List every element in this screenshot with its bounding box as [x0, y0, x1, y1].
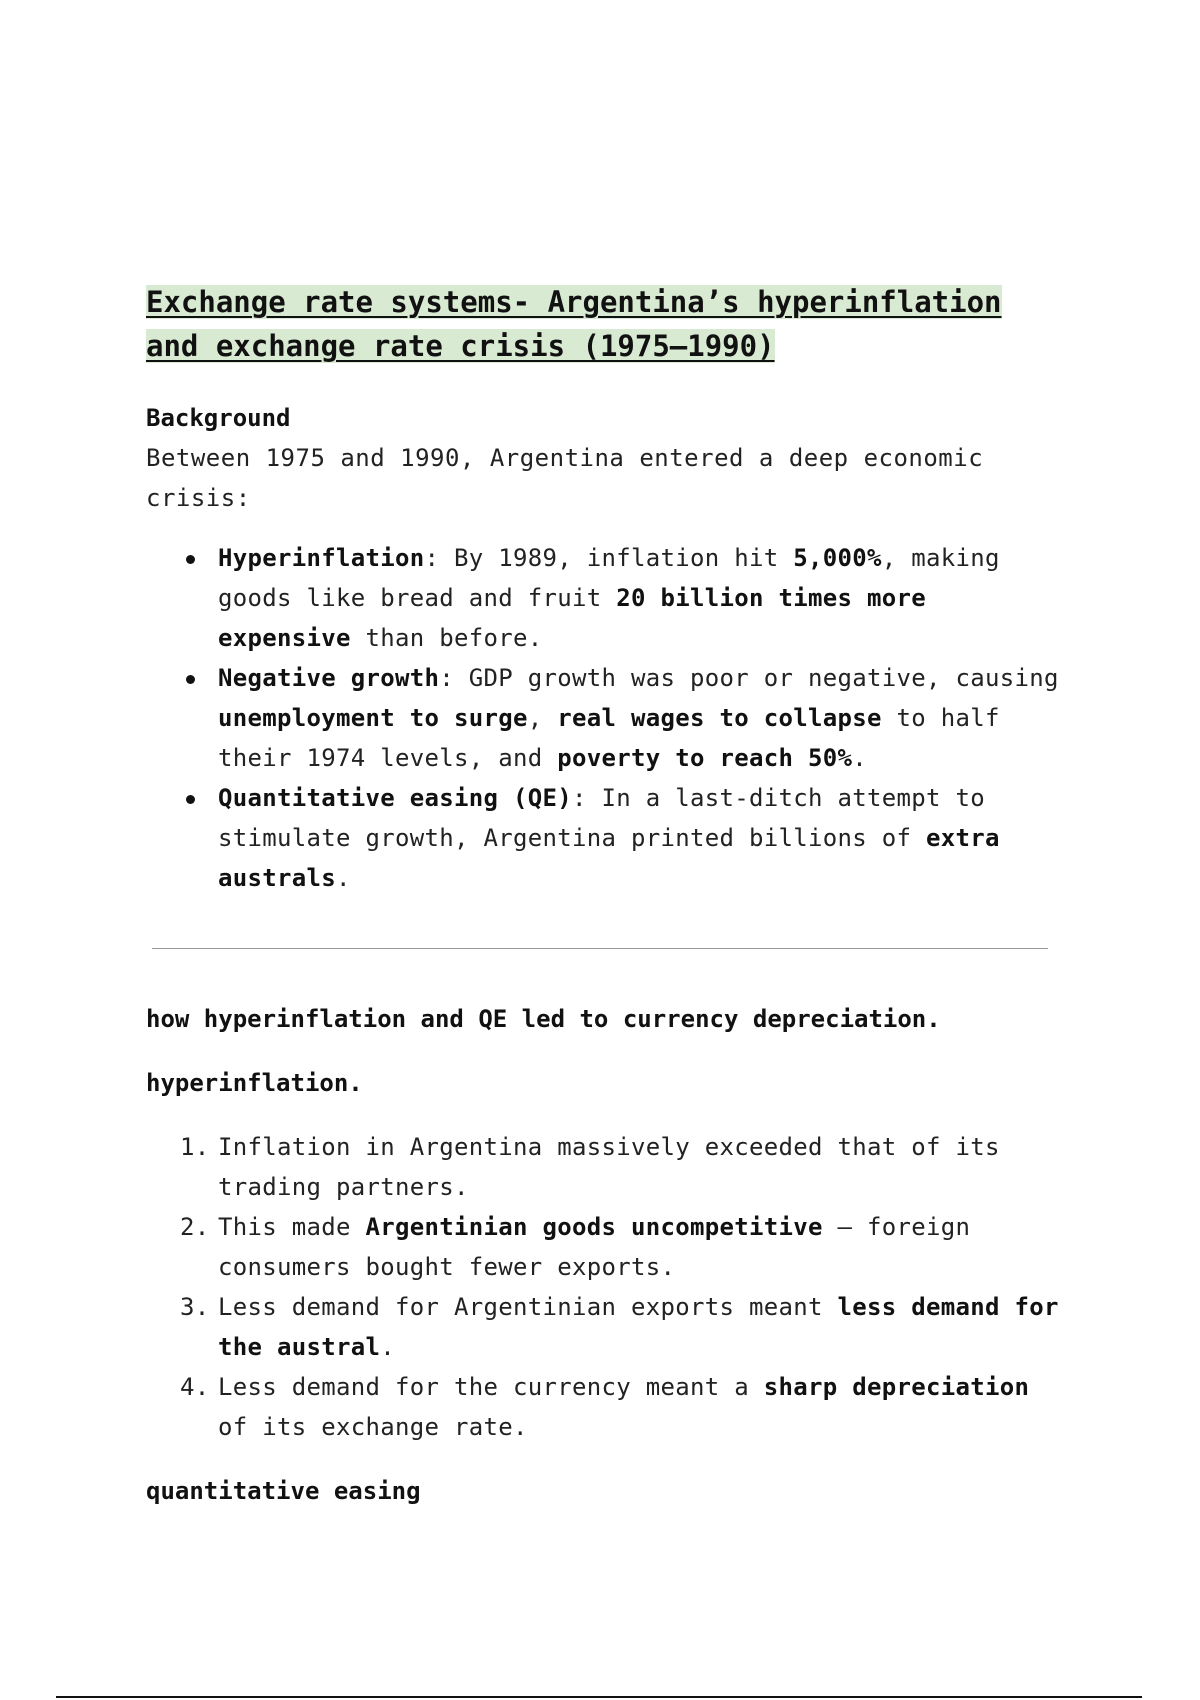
bullet-text: : In a last-ditch attempt to stimulate growth, Argentina printed billions of: [218, 784, 985, 852]
background-heading: Background: [146, 404, 291, 432]
hyperinflation-heading: hyperinflation.: [146, 1069, 363, 1097]
bullet-quantitative-easing: [146, 778, 1066, 898]
bullet-text: : GDP growth was poor or negative, causing: [439, 664, 1059, 692]
step-text: Inflation in Argentina massively exceeded that of its trading partners.: [218, 1133, 1000, 1201]
bullet-icon: [186, 555, 195, 564]
section-divider: [152, 948, 1048, 949]
bullet-text: than before.: [350, 624, 543, 652]
title-line-1: Exchange rate systems- Argentina’s hyperinflation: [146, 285, 1002, 319]
bullet-text: , making goods like bread and fruit: [218, 544, 1000, 612]
bullet-text: to half their 1974 levels, and: [218, 704, 1000, 772]
background-intro: Between 1975 and 1990, Argentina entered a deep economic crisis:: [146, 444, 984, 512]
document-title: [146, 280, 1066, 368]
bullet-label: Quantitative easing (QE): [218, 784, 572, 812]
step-item: [146, 1127, 1066, 1207]
step-item: [146, 1207, 1066, 1287]
step-emphasis: Argentinian goods uncompetitive: [365, 1213, 823, 1241]
bullet-emphasis: poverty to reach 50%: [557, 744, 853, 772]
step-number: 3.: [180, 1293, 210, 1321]
bullet-text: ,: [527, 704, 558, 732]
title-line-2: and exchange rate crisis (1975–1990): [146, 329, 775, 363]
step-emphasis: sharp depreciation: [763, 1373, 1030, 1401]
bullet-label: Negative growth: [218, 664, 440, 692]
background-bullet-list: [146, 538, 1066, 898]
bullet-icon: [186, 675, 195, 684]
bullet-text: .: [852, 744, 867, 772]
step-text: Less demand for the currency meant a: [218, 1373, 764, 1401]
bullet-text: .: [336, 864, 351, 892]
qe-heading: quantitative easing: [146, 1477, 421, 1505]
bullet-emphasis: real wages to collapse: [557, 704, 882, 732]
step-text: This made: [218, 1213, 366, 1241]
step-text: of its exchange rate.: [218, 1413, 528, 1441]
step-text: – foreign consumers bought fewer exports.: [218, 1213, 971, 1281]
step-number: 4.: [180, 1373, 210, 1401]
step-item: [146, 1367, 1066, 1447]
step-text: Less demand for Argentinian exports meant: [218, 1293, 838, 1321]
bullet-text: : By 1989, inflation hit: [424, 544, 794, 572]
bullet-hyperinflation: [146, 538, 1066, 658]
bullet-label: Hyperinflation: [218, 544, 425, 572]
bullet-emphasis: 5,000%: [793, 544, 882, 572]
page-bottom-rule: [56, 1696, 1142, 1698]
step-text: .: [380, 1333, 395, 1361]
bullet-emphasis: extra australs: [218, 824, 1000, 892]
step-number: 2.: [180, 1213, 210, 1241]
bullet-icon: [186, 795, 195, 804]
bullet-emphasis: 20 billion times more expensive: [218, 584, 926, 652]
bullet-negative-growth: [146, 658, 1066, 778]
how-heading: how hyperinflation and QE led to currency depreciation.: [146, 1005, 941, 1033]
step-emphasis: less demand for the austral: [218, 1293, 1059, 1361]
step-item: [146, 1287, 1066, 1367]
bullet-emphasis: unemployment to surge: [218, 704, 528, 732]
hyperinflation-step-list: [146, 1127, 1066, 1447]
document-page: [146, 280, 1066, 1511]
step-number: 1.: [180, 1133, 210, 1161]
